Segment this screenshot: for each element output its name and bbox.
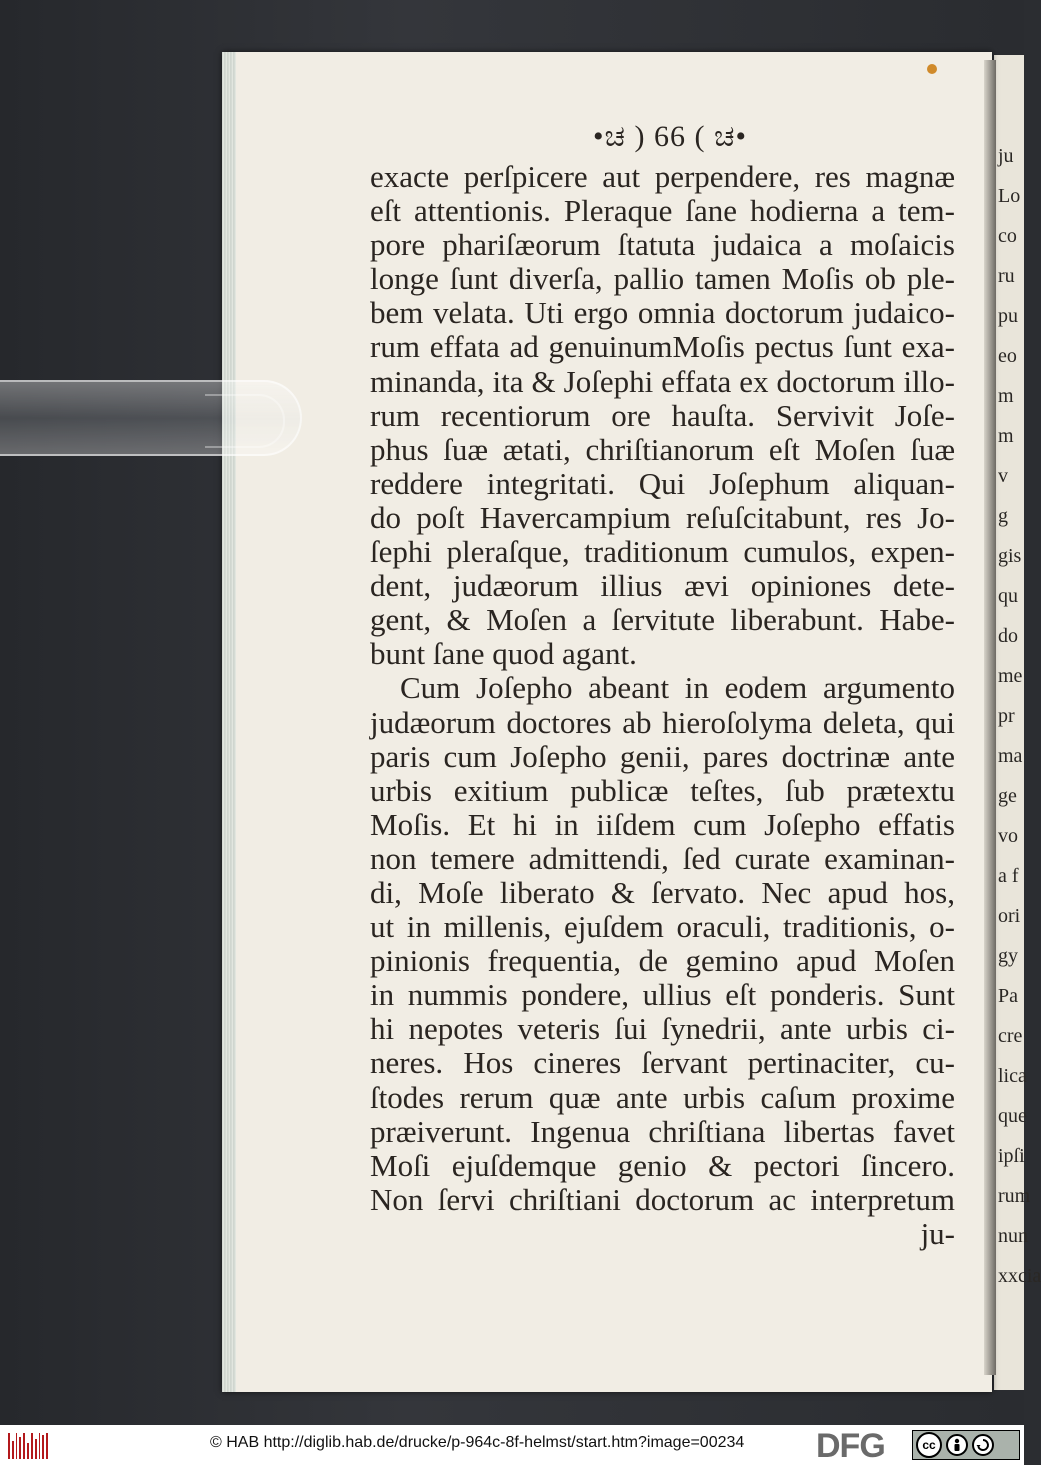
text-line: Cum Joſepho abeant in eodem argumento <box>400 670 955 706</box>
adjacent-text-fragment: Lo <box>998 185 1021 207</box>
adjacent-text-fragment: v <box>998 465 1008 487</box>
text-line: rum recentiorum ore hauſta. Servivit Joſe- <box>370 397 955 433</box>
adjacent-text-fragment: ge <box>998 785 1017 807</box>
sa-icon <box>972 1434 994 1456</box>
adjacent-text-fragment: ju <box>998 145 1014 167</box>
text-line: phus ſuæ ætati, chriſtianorum eſt Moſen ſuæ <box>370 431 955 467</box>
cc-license-badge[interactable] <box>912 1430 1020 1460</box>
adjacent-text-fragment: g <box>998 505 1008 527</box>
adjacent-text-fragment: nun <box>998 1225 1028 1247</box>
catchword: ju- <box>920 1215 955 1251</box>
text-line: gent, & Moſen a ſervitute liberabunt. Habe- <box>370 602 955 638</box>
text-line: neres. Hos cineres ſervant pertinaciter, cu- <box>370 1045 955 1081</box>
adjacent-page-fragment <box>994 55 1041 1390</box>
text-line: ut in millenis, ejuſdem oraculi, traditionis, o- <box>370 909 955 945</box>
page-holder-clip-tip <box>205 394 285 448</box>
text-line: di, Moſe liberato & ſervato. Nec apud hos, <box>370 874 955 910</box>
page-number-header: •ಚ ) 66 ( ಚ• <box>593 120 747 153</box>
text-line: paris cum Joſepho genii, pares doctrinæ ante <box>370 738 955 774</box>
body-text <box>370 160 955 1251</box>
viewer-footer <box>0 1425 1024 1465</box>
text-line: minanda, ita & Joſephi effata ex doctorum illo- <box>370 363 955 399</box>
text-line: non temere admittendi, ſed curate examinan- <box>370 840 955 876</box>
adjacent-text-fragment: ori <box>998 905 1021 927</box>
adjacent-text-fragment: rum <box>998 1185 1031 1207</box>
text-line: hi nepotes veteris ſui ſynedrii, ante urbis ci- <box>370 1011 955 1047</box>
adjacent-text-fragment: m <box>998 385 1014 407</box>
text-line: pinionis frequentia, de gemino apud Moſen <box>370 943 955 979</box>
text-line: rum effata ad genuinumMoſis pectus ſunt exa- <box>370 329 955 365</box>
adjacent-text-fragment: cre <box>998 1025 1023 1047</box>
adjacent-text-fragment: que <box>998 1105 1027 1127</box>
text-line: bem velata. Uti ergo omnia doctorum judaico- <box>370 295 955 331</box>
text-line: eſt attentionis. Pleraque ſane hodierna a tem- <box>370 193 955 229</box>
adjacent-text-fragment: gy <box>998 945 1018 967</box>
by-icon <box>946 1434 968 1456</box>
text-line: longe ſunt diverſa, pallio tamen Moſis ob ple- <box>370 261 955 297</box>
adjacent-text-fragment: me <box>998 665 1023 687</box>
adjacent-text-fragment: pr <box>998 705 1015 727</box>
page-edge-left <box>222 52 236 1392</box>
text-line: reddere integritati. Qui Joſephum aliquan- <box>370 465 955 501</box>
adjacent-text-fragment: lica <box>998 1065 1027 1087</box>
paper-stain <box>927 64 937 74</box>
text-line: urbis exitium publicæ teſtes, ſub prætextu <box>370 772 955 808</box>
page-gutter-shadow <box>984 60 996 1375</box>
adjacent-text-fragment: m <box>998 425 1014 447</box>
text-line: bunt ſane quod agant. <box>370 636 637 672</box>
adjacent-text-fragment: eo <box>998 345 1017 367</box>
adjacent-text-fragment: vo <box>998 825 1018 847</box>
adjacent-text-fragment: do <box>998 625 1018 647</box>
copyright-link[interactable]: © HAB http://diglib.hab.de/drucke/p-964c-8f-helmst/start.htm?image=00234 <box>210 1434 745 1451</box>
text-line: Non ſervi chriſtiani doctorum ac interpretum <box>370 1181 955 1217</box>
text-line: in nummis pondere, ullius eſt ponderis. Sunt <box>370 977 955 1013</box>
adjacent-text-fragment: co <box>998 225 1017 247</box>
text-line: ſtodes rerum quæ ante urbis caſum proxime <box>370 1079 955 1115</box>
adjacent-text-fragment: gis <box>998 545 1022 567</box>
adjacent-text-fragment: qu <box>998 585 1018 607</box>
adjacent-text-fragment: ma <box>998 745 1023 767</box>
text-line: Moſis. Et hi in iiſdem cum Joſepho effatis <box>370 806 955 842</box>
adjacent-text-fragment: ipſi <box>998 1145 1025 1167</box>
adjacent-text-fragment: Pa <box>998 985 1018 1007</box>
text-line: do poſt Havercampium reſuſcitabunt, res Jo- <box>370 499 955 535</box>
adjacent-text-fragment: ru <box>998 265 1015 287</box>
adjacent-text-fragment: pu <box>998 305 1018 327</box>
text-line: pore phariſæorum ſtatuta judaica a moſaicis <box>370 227 955 263</box>
adjacent-text-fragment: a f <box>998 865 1019 887</box>
text-line: Moſi ejuſdemque genio & pectori ſincero. <box>370 1147 955 1183</box>
text-line: exacte perſpicere aut perpendere, res magnæ <box>370 159 955 194</box>
text-line: dent, judæorum illius ævi opiniones dete- <box>370 568 955 604</box>
text-line: ſephi pleraſque, traditionum cumulos, expen- <box>370 534 955 570</box>
adjacent-text-fragment: xxcia <box>998 1265 1041 1287</box>
text-line: judæorum doctores ab hieroſolyma deleta, qui <box>370 704 955 740</box>
dfg-logo[interactable]: DFG <box>816 1427 885 1465</box>
text-line: præiverunt. Ingenua chriſtiana libertas favet <box>370 1113 955 1149</box>
cc-icon: cc <box>916 1432 942 1458</box>
hab-logo-icon[interactable] <box>8 1433 48 1459</box>
